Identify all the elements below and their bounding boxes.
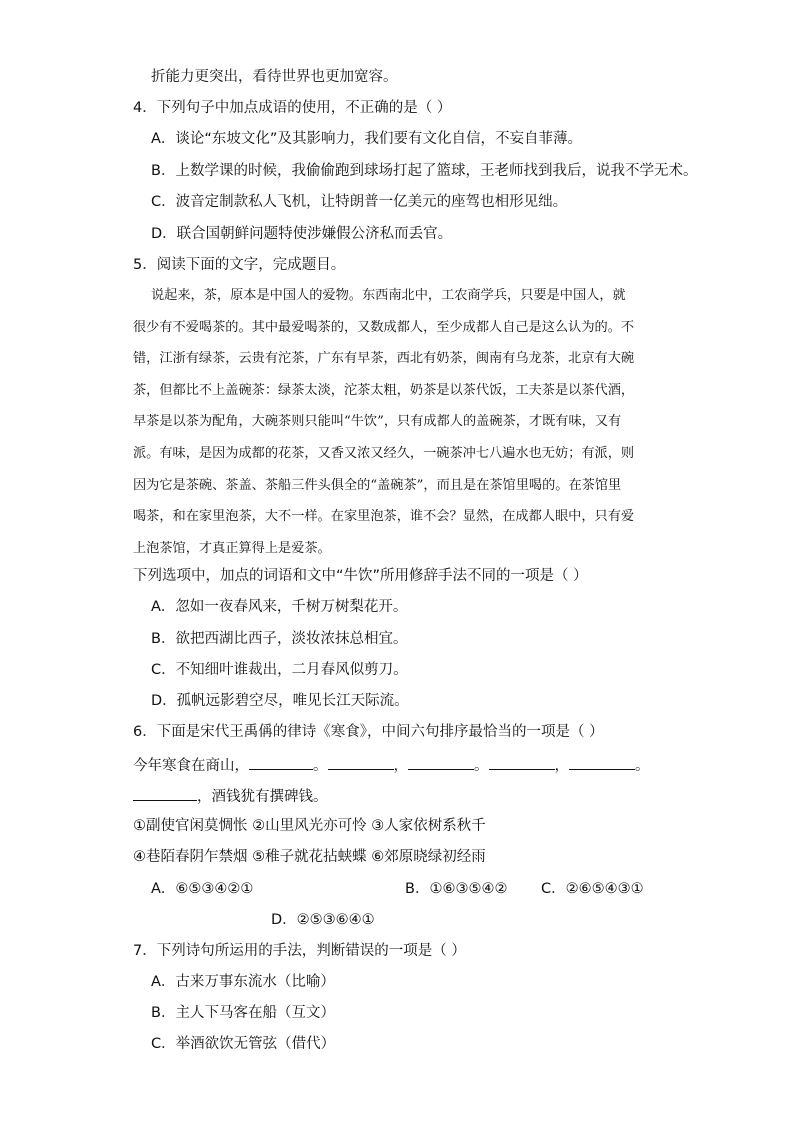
q5-option-d: D．孤帆远影碧空尽，唯见长江天际流。 (151, 693, 409, 709)
passage-line: 茶，但都比不上盖碗茶：绿茶太淡，沱茶太粗，奶茶是以茶代饭，工夫茶是以茶代酒， (133, 382, 635, 398)
q5-passage (133, 280, 661, 564)
passage-line: 上泡茶馆，才真正算得上是爱茶。 (133, 540, 331, 556)
poem-blank (249, 755, 313, 770)
poem-blank (408, 755, 474, 770)
q4-option-d: D．联合国朝鲜问题特使涉嫌假公济私而丢官。 (151, 226, 453, 242)
q7-option-a: A．古来万事东流水（比喻） (151, 974, 335, 990)
poem-last: ，酒钱犹有撰碑钱。 (197, 789, 328, 805)
passage-line: 说起来，茶，原本是中国人的爱物。东西南北中，工农商学兵，只要是中国人，就 (151, 288, 626, 303)
passage-line: 早茶是以茶为配角，大碗茶则只能叫“牛饮”，只有成都人的盖碗茶，才既有味，又有 (133, 414, 622, 430)
q6-choices-row1: ①副使官闲莫惆怅 ②山里风光亦可怜 ③人家依树系秋千 (133, 818, 486, 834)
q6-poem-line (133, 755, 650, 775)
q7-option-b: B．主人下马客在船（互文） (151, 1005, 335, 1021)
q5-option-c: C．不知细叶谁裁出，二月春风似剪刀。 (151, 662, 408, 678)
q4-option-a: A．谈论“东坡文化”及其影响力，我们要有文化自信，不妄自菲薄。 (151, 131, 582, 147)
poem-punct: 。 (313, 758, 328, 774)
q5-stem: 5．阅读下面的文字，完成题目。 (133, 257, 346, 273)
q6-answer-d: D．②⑤③⑥④① (271, 912, 375, 928)
q6-answer-c: C．②⑥⑤④③① (541, 881, 644, 897)
poem-blank (133, 786, 197, 801)
q7-stem: 7．下列诗句所运用的手法，判断错误的一项是（ ） (133, 943, 466, 959)
poem-punct: 。 (474, 758, 489, 774)
poem-punct: ， (554, 758, 569, 774)
passage-line: 因为它是茶碗、茶盖、茶船三件头俱全的“盖碗茶”，而且是在茶馆里喝的。在茶馆里 (133, 477, 622, 493)
passage-line: 很少有不爱喝茶的。其中最爱喝茶的，又数成都人，至少成都人自己是这么认为的。不 (133, 319, 635, 335)
top-line: 折能力更突出，看待世界也更加宽容。 (151, 69, 398, 85)
q4-stem: 4．下列句子中加点成语的使用，不正确的是（ ） (133, 100, 452, 116)
q5-sub-stem: 下列选项中，加点的词语和文中“牛饮”所用修辞手法不同的一项是（ ） (133, 568, 588, 584)
q5-option-a: A．忽如一夜春风来，千树万树梨花开。 (151, 599, 408, 615)
q6-answer-a: A．⑥⑤③④②① (151, 881, 254, 897)
poem-blank (328, 755, 394, 770)
poem-blank (489, 755, 555, 770)
q6-choices-row2: ④巷陌春阴乍禁烟 ⑤稚子就花拈蛱蝶 ⑥郊原晓绿初经雨 (133, 849, 486, 865)
q7-option-c: C．举酒欲饮无管弦（借代） (151, 1036, 336, 1052)
q4-option-b: B．上数学课的时候，我偷偷跑到球场打起了篮球，王老师找到我后，说我不学无术。 (151, 163, 698, 179)
poem-blank (569, 755, 635, 770)
q6-answer-b: B．①⑥③⑤④② (405, 881, 508, 897)
q6-stem: 6．下面是宋代王禹偁的律诗《寒食》，中间六句排序最恰当的一项是（ ） (133, 724, 604, 740)
passage-line: 错，江浙有绿茶，云贵有沱茶，广东有早茶，西北有奶茶，闽南有乌龙茶，北京有大碗 (133, 351, 635, 367)
passage-line: 派。有味，是因为成都的花茶，又香又浓又经久，一碗茶冲七八遍水也无妨；有派，则 (133, 445, 635, 461)
q5-option-b: B．欲把西湖比西子，淡妆浓抹总相宜。 (151, 631, 408, 647)
poem-start: 今年寒食在商山， (133, 758, 249, 774)
q4-option-c: C．波音定制款私人飞机，让特朗普一亿美元的座驾也相形见绌。 (151, 194, 568, 210)
passage-line: 喝茶，和在家里泡茶，大不一样。在家里泡茶，谁不会？显然，在成都人眼中，只有爱 (133, 509, 635, 525)
poem-punct: 。 (635, 758, 650, 774)
q6-poem-last-line (133, 786, 328, 806)
poem-punct: ， (393, 758, 408, 774)
